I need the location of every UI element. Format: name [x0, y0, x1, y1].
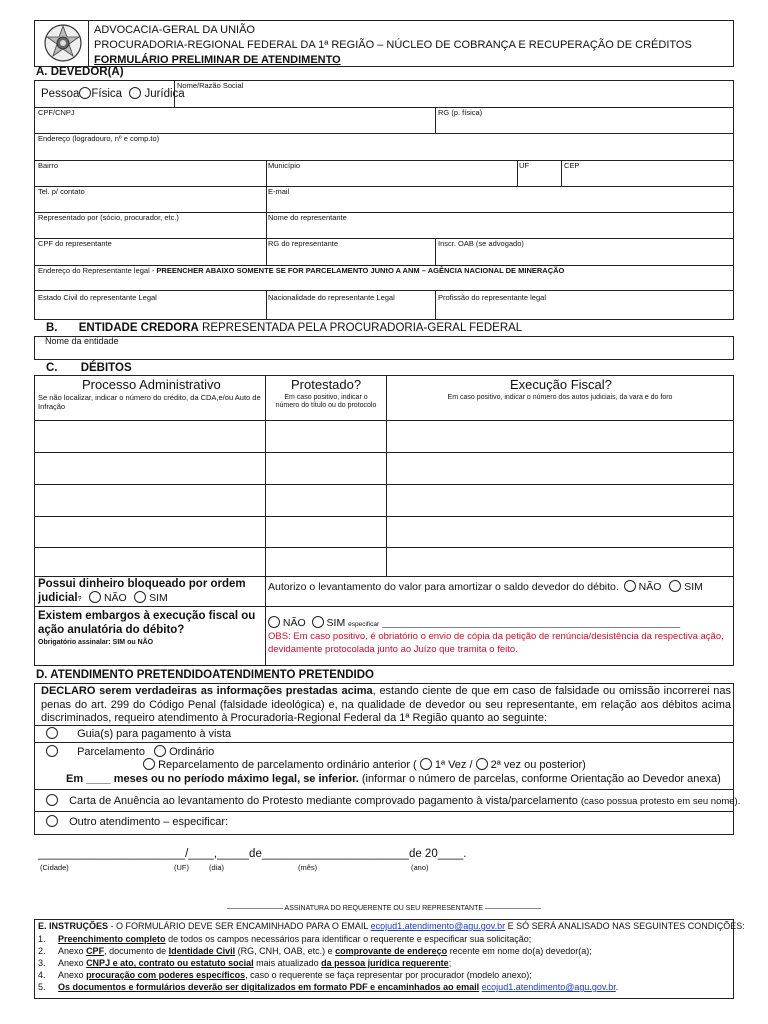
reparcelamento-label: Reparcelamento de parcelamento ordinário anterior ( [158, 759, 417, 771]
embargos-sim-label: SIM [326, 617, 346, 629]
oab-label: Inscr. OAB (se advogado) [438, 239, 524, 248]
endereco-field[interactable] [36, 144, 732, 159]
nome-entidade-label: Nome da entidade [45, 336, 119, 346]
declaro-text [41, 685, 731, 726]
instruction-5-number: 5. [38, 982, 46, 992]
header-line2: PROCURADORIA-REGIONAL FEDERAL DA 1ª REGIÃO – NÚCLEO DE COBRANÇA E RECUPERAÇÃO DE CRÉDITOS [94, 39, 692, 51]
instruction-3-pre: Anexo [58, 958, 87, 968]
primeira-vez-label: 1ª Vez / [434, 759, 473, 771]
section-b-title-rest: REPRESENTADA PELA PROCURADORIA-GERAL FEDERAL [198, 322, 523, 334]
instruction-4-bold-1: procuração com poderes específicos [86, 970, 246, 980]
guias-radio[interactable] [46, 727, 58, 739]
uf-field[interactable] [519, 171, 560, 185]
autorizo-text: Autorizo o levantamento do valor para amortizar o saldo devedor do débito. [268, 581, 619, 593]
email-field[interactable] [268, 197, 732, 211]
carta-radio[interactable] [46, 794, 58, 806]
parcelamento-radio[interactable] [46, 745, 58, 757]
date-dia-caption: (dia) [209, 863, 225, 872]
protestado-cell-5[interactable] [267, 549, 385, 575]
instructions-email-link[interactable]: ecojud1.atendimento@agu.gov.br [370, 921, 506, 931]
carta-note: (caso possua protesto em seu nome). [580, 796, 741, 807]
header-form-title: FORMULÁRIO PRELIMINAR DE ATENDIMENTO [94, 54, 341, 66]
protestado-cell-2[interactable] [267, 454, 385, 483]
outro-radio[interactable] [46, 815, 58, 827]
col-protestado-title: Protestado? [291, 377, 362, 392]
autorizo-sim-radio[interactable] [669, 580, 681, 592]
section-c-letter: C. [46, 362, 58, 374]
pessoa-fisica-label: Física [91, 88, 123, 100]
carta-label: Carta de Anuência ao levantamento do Protesto mediante comprovado pagamento à vista/parcelamento [69, 795, 578, 807]
outro-field[interactable] [230, 814, 730, 832]
tel-field[interactable] [36, 197, 265, 211]
execucao-cell-4[interactable] [388, 518, 732, 546]
col-execucao-title: Execução Fiscal? [510, 377, 612, 392]
uf-label: UF [519, 161, 529, 170]
carta-option [46, 794, 740, 807]
autorizo-nao-label: NÃO [638, 581, 662, 593]
brasao-emblem [42, 22, 84, 64]
declaro-bold: DECLARO serem verdadeiras as informações prestadas acima [41, 685, 373, 697]
pessoa-fisica-radio[interactable] [79, 87, 91, 99]
bloqueado-sim-label: SIM [149, 592, 168, 604]
processo-cell-3[interactable] [36, 486, 264, 515]
section-e-title-bold: E. INSTRUÇÕES [38, 921, 109, 931]
endereco-rep-note: PREENCHER ABAIXO SOMENTE SE FOR PARCELAMENTO JUNtO A ANM – AGÊNCIA NACIONAL DE MINERAÇÃO [156, 266, 565, 275]
instruction-4-pre: Anexo [58, 970, 87, 980]
col-protestado-note: Em caso positivo, indicar o número do título ou do protocolo [275, 394, 377, 410]
pessoa-label: Pessoa [41, 88, 80, 100]
section-e-title-end: E SÓ SERÁ ANALISADO NAS SEGUINTES CONDIÇÕES: [505, 921, 745, 931]
instruction-2-bold-1: CPF [86, 946, 105, 956]
profissao-label: Profissão do representante legal [438, 293, 546, 302]
col-processo-title: Processo Administrativo [82, 377, 221, 392]
embargos-nao-label: NÃO [282, 617, 306, 629]
ordinario-label: Ordinário [169, 746, 215, 758]
nome-razao-social-label: Nome/Razão Social [177, 81, 244, 90]
ordinario-radio[interactable] [154, 745, 166, 757]
processo-cell-1[interactable] [36, 422, 264, 451]
bairro-field[interactable] [36, 171, 265, 185]
instruction-3-bold-1: CNPJ e ato, contrato ou estatuto social [86, 958, 254, 968]
instruction-1-number: 1. [38, 934, 46, 944]
segunda-vez-label: 2ª vez ou posterior) [490, 759, 586, 771]
especificar-field[interactable]: ___________________________________________________________________ [382, 619, 681, 628]
cep-label: CEP [564, 161, 580, 170]
bloqueado-nao-label: NÃO [103, 592, 127, 604]
execucao-cell-3[interactable] [388, 486, 732, 515]
rg-representante-field[interactable] [268, 249, 434, 264]
section-b-title [46, 322, 522, 334]
pessoa-juridica-radio[interactable] [129, 87, 141, 99]
endereco-label: Endereço (logradouro, nº e comp.to) [38, 134, 160, 143]
embargos-note: Obrigatório assinalar: SIM ou NÃO [38, 639, 154, 646]
bloqueado-nao-radio[interactable] [89, 591, 101, 603]
bloqueado-question [38, 577, 262, 607]
reparcelamento-radio[interactable] [143, 758, 155, 770]
municipio-label: Município [268, 161, 301, 170]
instruction-2-bold-3: comprovante de endereço [335, 946, 448, 956]
nacionalidade-field[interactable] [268, 303, 434, 319]
email-label: E-mail [268, 187, 290, 196]
section-e-title [38, 921, 745, 931]
autorizo-sim-label: SIM [684, 581, 703, 593]
date-line[interactable]: _______________________/____,_____de_______________________de 20____. [38, 848, 467, 860]
execucao-cell-1[interactable] [388, 422, 732, 451]
autorizo-levantamento [268, 580, 703, 593]
col-processo-note: Se não localizar, indicar o número do crédito, da CDA,e/ou Auto de Infração [38, 393, 261, 411]
execucao-cell-2[interactable] [388, 454, 732, 483]
instruction-item-5 [38, 982, 618, 992]
col-execucao-note: Em caso positivo, indicar o número dos autos judiciais, da vara e do foro [447, 394, 673, 401]
instruction-4-number: 4. [38, 970, 46, 980]
instruction-2-pre: Anexo [58, 946, 87, 956]
nacionalidade-label: Nacionalidade do representante Legal [268, 293, 395, 302]
primeira-vez-radio[interactable] [420, 758, 432, 770]
instruction-3-bold-2: da pessoa jurídica requerente [321, 958, 449, 968]
autorizo-nao-radio[interactable] [624, 580, 636, 592]
oab-field[interactable] [437, 249, 732, 264]
date-cidade-caption: (Cidade) [40, 863, 69, 872]
cpf-representante-label: CPF do representante [38, 239, 112, 248]
guias-option [46, 727, 231, 740]
section-e-title-rest: - O FORMULÁRIO DEVE SER ENCAMINHADO PARA O EMAIL [108, 921, 369, 931]
date-mes-caption: (mês) [298, 863, 318, 872]
processo-cell-2[interactable] [36, 454, 264, 483]
instruction-1-bold: Preenchimento completo [58, 934, 166, 944]
cpf-cnpj-field[interactable] [36, 118, 434, 132]
instruction-5-bold: Os documentos e formulários deverão ser digitalizados em formato PDF e encaminhados ao email [58, 982, 480, 992]
em-meses-rest: (informar o número de parcelas, conforme Orientação ao Devedor anexa) [358, 773, 721, 785]
processo-cell-5[interactable] [36, 549, 264, 575]
instruction-2-number: 2. [38, 946, 46, 956]
parcelamento-option [46, 745, 214, 758]
instruction-2-bold-2: Identidade Civil [168, 946, 236, 956]
instruction-3-mid-1: mais atualizado [253, 958, 322, 968]
endereco-representante-field[interactable] [36, 276, 732, 289]
protestado-cell-1[interactable] [267, 422, 385, 451]
section-c-title [46, 362, 132, 374]
section-b-letter: B. [46, 322, 58, 334]
header-divider [88, 20, 89, 67]
nome-entidade-field[interactable] [36, 347, 732, 359]
cpf-cnpj-label: CPF/CNPJ [38, 108, 75, 117]
estado-civil-field[interactable] [36, 303, 265, 319]
header-line1: ADVOCACIA-GERAL DA UNIÃO [94, 24, 255, 36]
rg-representante-label: RG do representante [268, 239, 339, 248]
bloqueado-question-mark: ? [77, 596, 82, 603]
embargos-nao-radio[interactable] [268, 616, 280, 628]
embargos-sim-radio[interactable] [312, 616, 324, 628]
segunda-vez-radio[interactable] [476, 758, 488, 770]
estado-civil-label: Estado Civil do representante Legal [38, 293, 157, 302]
protestado-cell-3[interactable] [267, 486, 385, 515]
instruction-5-email-link[interactable]: ecojud1.atendimento@agu.gov.br [481, 982, 616, 992]
instruction-item-2 [38, 946, 592, 956]
execucao-cell-5[interactable] [388, 549, 732, 575]
rg-field[interactable] [437, 118, 732, 132]
cep-field[interactable] [563, 171, 732, 185]
nome-representante-label: Nome do representante [268, 213, 347, 222]
tel-label: Tel. p/ contato [38, 187, 85, 196]
instruction-3-number: 3. [38, 958, 46, 968]
instruction-item-1 [38, 934, 531, 944]
embargos-options [268, 616, 680, 629]
instruction-item-3 [38, 958, 451, 968]
rg-label: RG (p. física) [438, 108, 483, 117]
em-meses-bold: Em ____ meses ou no período máximo legal, se inferior. [66, 773, 359, 785]
guias-label: Guia(s) para pagamento à vista [77, 728, 232, 740]
processo-cell-4[interactable] [36, 518, 264, 546]
instruction-2-mid-1: , documento de [104, 946, 169, 956]
embargos-question: Existem embargos à execução fiscal ou ação anulatória do débito? [38, 610, 256, 636]
protestado-cell-4[interactable] [267, 518, 385, 546]
nome-razao-social-field[interactable] [176, 92, 732, 106]
instruction-2-mid-2: (RG, CNH, OAB, etc.) e [235, 946, 336, 956]
signature-label: ———————— ASSINATURA DO REQUERENTE OU SEU REPRESENTANTE ———————— [227, 905, 541, 912]
cpf-representante-field[interactable] [36, 249, 265, 264]
instruction-item-4 [38, 970, 532, 980]
embargos-obs: OBS: Em caso positivo, é obriatório o envio de cópia da petição de renúncia/desistência da respectiva ação, devidamente protocolada junto ao Juízo que tramita o feito. [268, 631, 724, 655]
parcelamento-label: Parcelamento [77, 746, 145, 758]
pessoa-juridica-label: Jurídica [144, 88, 185, 100]
pessoa-selector [41, 87, 185, 102]
especificar-label: especificar [348, 621, 380, 628]
instruction-5-end: . [615, 982, 619, 992]
outro-label: Outro atendimento – especificar: [69, 816, 229, 828]
representado-label: Representado por (sócio, procurador, etc.) [38, 213, 179, 222]
bairro-label: Bairro [38, 161, 59, 170]
endereco-rep-label-text: Endereço do Representante legal - [38, 266, 155, 275]
section-b-title-bold: ENTIDADE CREDORA [78, 322, 199, 334]
outro-option [46, 815, 228, 828]
profissao-field[interactable] [437, 303, 732, 319]
endereco-representante-label [38, 267, 564, 276]
instruction-4-end: , caso o requerente se faça representar por procurador (modelo anexo); [245, 970, 532, 980]
section-c-title-text: DÉBITOS [80, 362, 132, 374]
section-d-title: D. ATENDIMENTO PRETENDIDOATENDIMENTO PRETENDIDO [36, 669, 374, 681]
municipio-field[interactable] [268, 171, 516, 185]
date-uf-caption: (UF) [174, 863, 189, 872]
nome-representante-field[interactable] [268, 223, 732, 237]
reparcelamento-option [143, 758, 586, 771]
instruction-1-rest: de todos os campos necessários para identificar o requerente e especificar sua solicitação; [165, 934, 532, 944]
instruction-3-end: ; [448, 958, 452, 968]
declaro-rest: , estando ciente de que em caso de falsidade ou omissão incorrerei nas penas do art. 299 do Código Penal (falsidade ideológica) e, na qualidade de devedor ou seu representante, em relação aos débitos acima discriminados, requeiro atendimento à Procuradoria-Regional Federal da 1ª Região quanto ao seguinte: [41, 685, 731, 724]
em-meses-line [66, 773, 721, 785]
section-a-title: A. DEVEDOR(A) [36, 66, 124, 78]
date-ano-caption: (ano) [411, 863, 429, 872]
bloqueado-question-text: Possui dinheiro bloqueado por ordem judicial [38, 578, 246, 604]
representado-field[interactable] [36, 223, 265, 237]
bloqueado-sim-radio[interactable] [134, 591, 146, 603]
instruction-2-end: recente em nome do(a) devedor(a); [447, 946, 592, 956]
